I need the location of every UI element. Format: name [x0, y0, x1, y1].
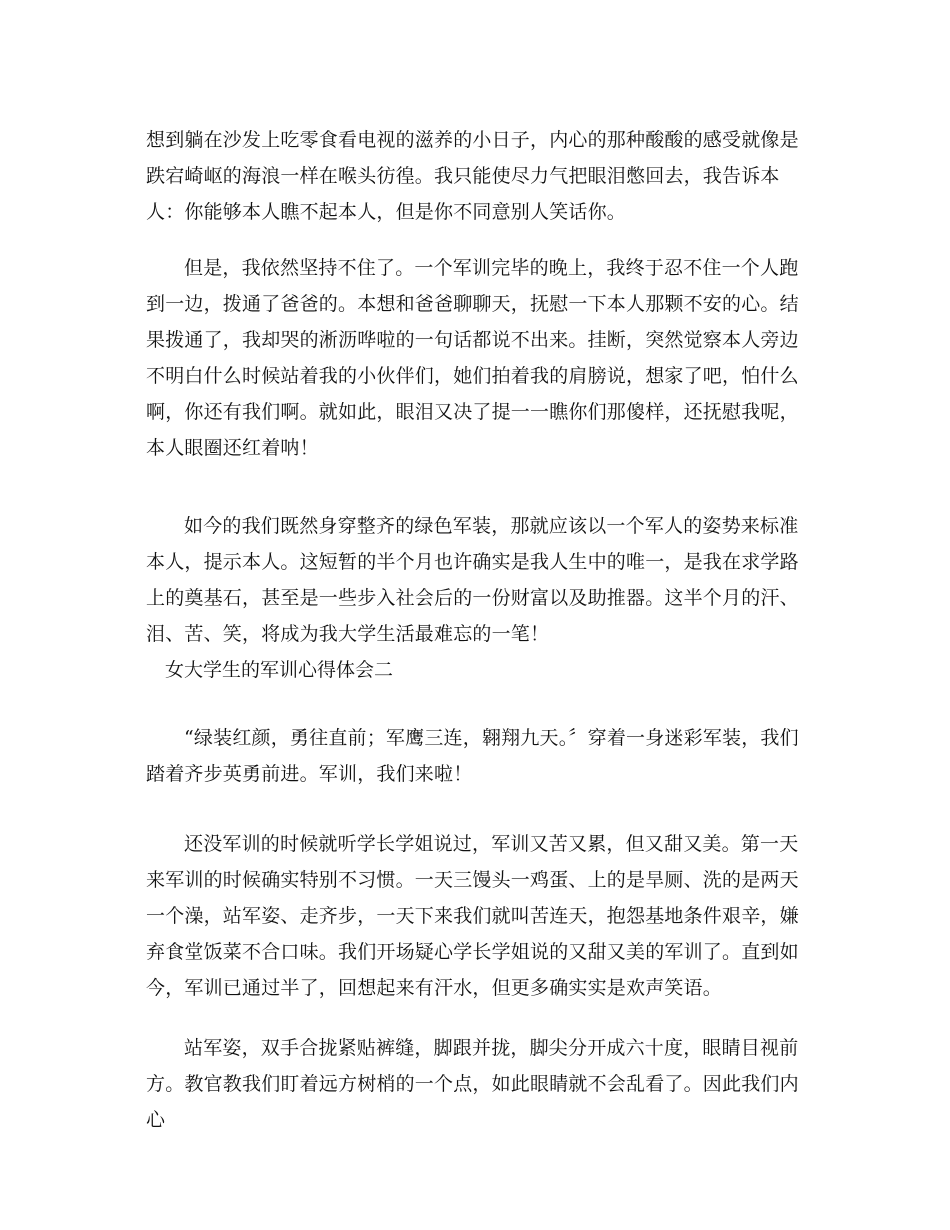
paragraph-3: 如今的我们既然身穿整齐的绿色军装，那就应该以一个军人的姿势来标准本人，提示本人。这短暂的半个月也许确实是我人生中的唯一，是我在求学路上的奠基石，甚至是一些步入社会后的一份财富以及助推器。这半个月的汗、泪、苦、笑，将成为我大学生活最难忘的一笔！	[146, 515, 799, 645]
paragraph-4: “绿装红颜，勇往直前；军鹰三连，翱翔九天。〞穿着一身迷彩军装，我们踏着齐步英勇前进。军训，我们来啦！	[146, 727, 799, 785]
paragraph-2: 但是，我依然坚持不住了。一个军训完毕的晚上，我终于忍不住一个人跑到一边，拨通了爸爸的。本想和爸爸聊聊天，抚慰一下本人那颗不安的心。结果拨通了，我却哭的淅沥哗啦的一句话都说不出来。挂断，突然觉察本人旁边不明白什么时候站着我的小伙伴们，她们拍着我的肩膀说，想家了吧，怕什么啊，你还有我们啊。就如此，眼泪又决了提一一瞧你们那傻样，还抚慰我呢，本人眼圈还红着呐！	[146, 257, 799, 459]
section-heading: 女大学生的军训心得体会二	[165, 659, 394, 681]
paragraph-6: 站军姿，双手合拢紧贴裤缝，脚跟并拢，脚尖分开成六十度，眼睛目视前方。教官教我们盯着远方树梢的一个点，如此眼睛就不会乱看了。因此我们内心	[146, 1037, 799, 1131]
paragraph-5: 还没军训的时候就听学长学姐说过，军训又苦又累，但又甜又美。第一天来军训的时候确实特别不习惯。一天三馒头一鸡蛋、上的是旱厕、洗的是两天一个澡，站军姿、走齐步，一天下来我们就叫苦连天，抱怨基地条件艰辛，嫌弃食堂饭菜不合口味。我们开场疑心学长学姐说的又甜又美的军训了。直到如今，军训已通过半了，回想起来有汗水，但更多确实实是欢声笑语。	[146, 833, 799, 999]
paragraph-1: 想到躺在沙发上吃零食看电视的滋养的小日子，内心的那种酸酸的感受就像是跌宕崎岖的海浪一样在喉头彷徨。我只能使尽力气把眼泪憋回去，我告诉本人：你能够本人瞧不起本人，但是你不同意别人笑话你。	[146, 129, 799, 223]
